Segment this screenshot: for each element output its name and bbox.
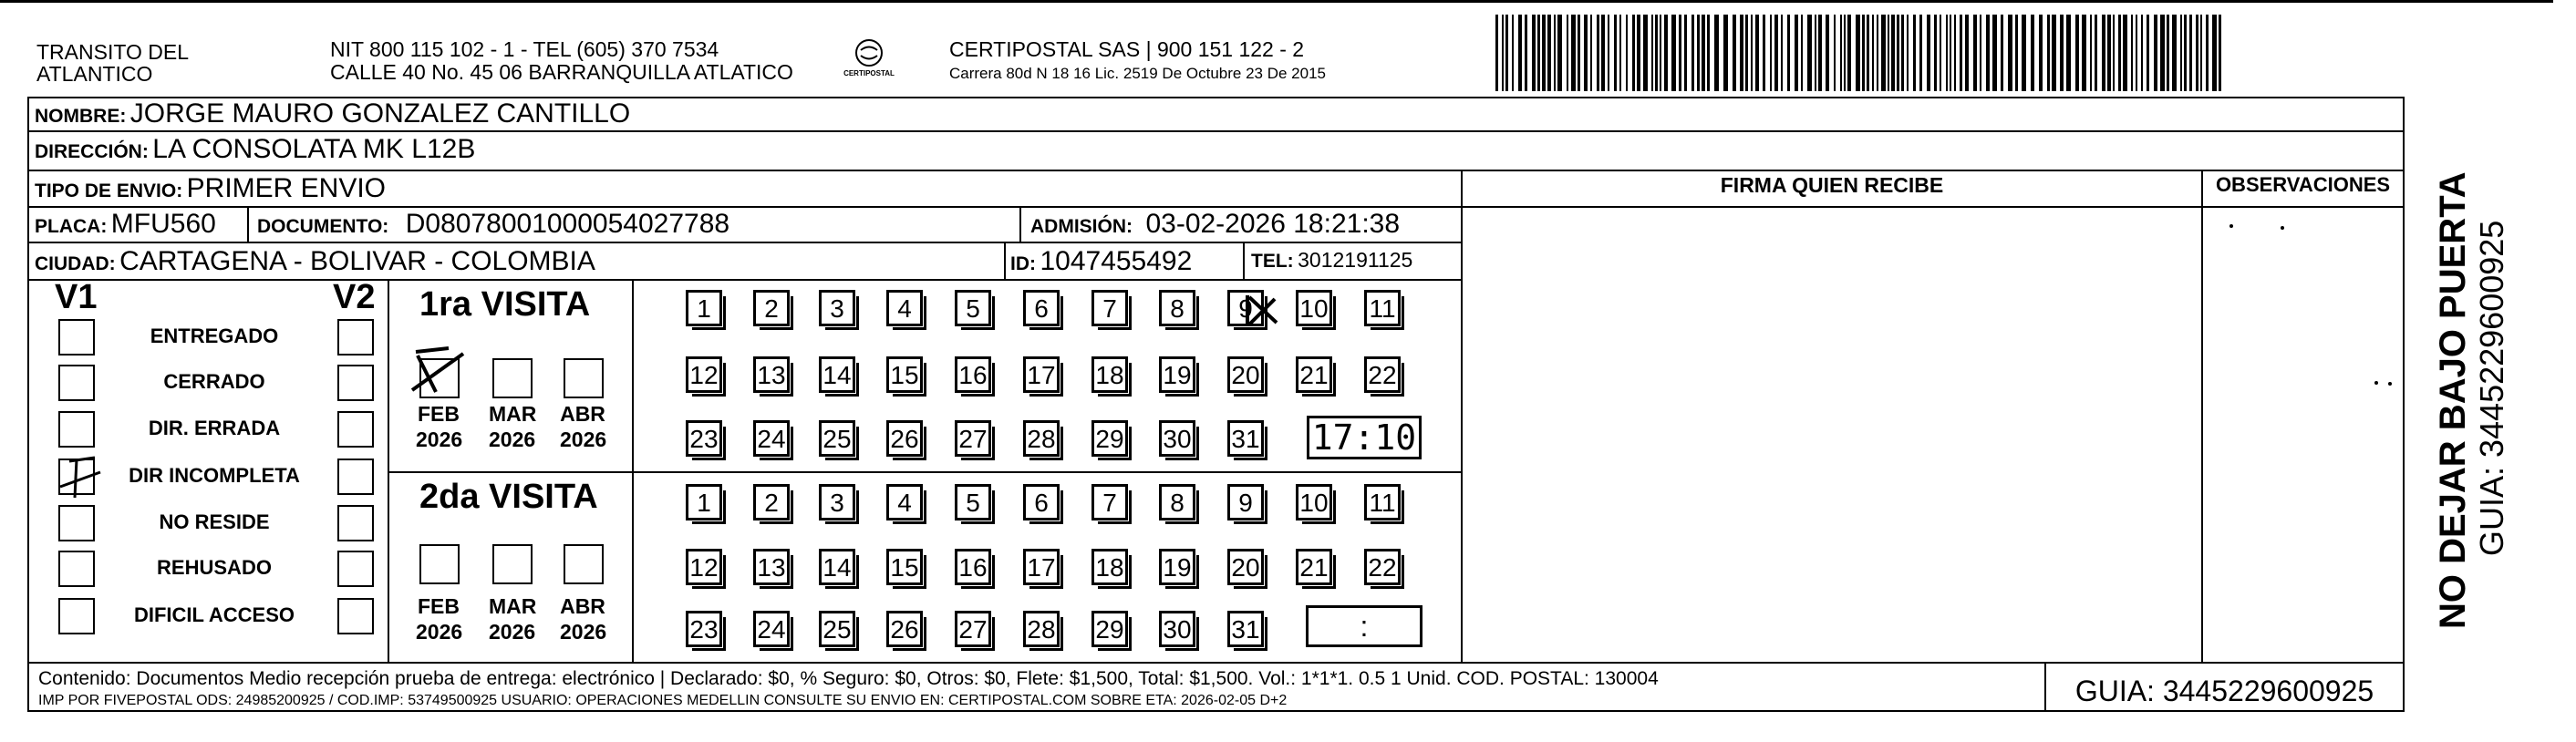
barcode-bar — [2082, 15, 2086, 91]
day-box[interactable]: 24 — [753, 611, 790, 647]
company-line-1: TRANSITO DEL — [36, 40, 189, 64]
tel-field — [1251, 248, 1412, 273]
day-box[interactable]: 6 — [1023, 484, 1060, 520]
day-box[interactable]: 13 — [753, 549, 790, 585]
certipostal-logo — [839, 36, 899, 89]
barcode-bar — [2031, 15, 2034, 91]
day-box[interactable]: 11 — [1364, 484, 1401, 520]
day-box[interactable]: 20 — [1227, 356, 1264, 393]
barcode-bar — [1891, 15, 1895, 91]
barcode-bar — [2219, 15, 2221, 91]
day-box[interactable]: 15 — [886, 356, 923, 393]
barcode-bar — [1532, 15, 1536, 91]
day-box[interactable]: 2 — [753, 484, 790, 520]
observaciones-area[interactable] — [2203, 208, 2403, 662]
day-box[interactable]: 3 — [819, 484, 855, 520]
barcode-bar — [1643, 15, 1648, 91]
barcode-bar — [1807, 15, 1812, 91]
top-edge-line — [0, 0, 2553, 3]
col-id-left — [1004, 242, 1006, 280]
barcode-bar — [1578, 15, 1580, 91]
barcode — [1495, 15, 2225, 91]
month-year: 2026 — [560, 428, 607, 451]
barcode-bar — [1664, 15, 1668, 91]
v2-checkbox[interactable] — [337, 411, 374, 448]
barcode-bar — [1684, 15, 1687, 91]
col-admision-left — [1019, 206, 1021, 243]
barcode-bar — [2212, 15, 2217, 91]
barcode-bar — [1571, 15, 1576, 91]
v2-checkbox[interactable] — [337, 365, 374, 401]
tipo-envio-value: PRIMER ENVIO — [186, 173, 387, 203]
frame-right — [2403, 97, 2405, 711]
day-box[interactable]: 26 — [886, 611, 923, 647]
day-box[interactable]: 17 — [1023, 549, 1060, 585]
barcode-bar — [2090, 15, 2092, 91]
side-no-dejar: NO DEJAR BAJO PUERTA — [2433, 171, 2473, 629]
id-field — [1010, 246, 1192, 277]
day-box[interactable]: 24 — [753, 420, 790, 457]
barcode-bar — [2015, 15, 2018, 91]
status-label: ENTREGADO — [150, 325, 279, 347]
status-label: CERRADO — [163, 370, 265, 393]
direccion-label: DIRECCIÓN: — [35, 141, 149, 162]
barcode-bar — [1888, 15, 1889, 91]
barcode-bar — [1973, 15, 1977, 91]
barcode-bar — [1877, 15, 1878, 91]
barcode-bar — [1844, 15, 1846, 91]
id-label: ID: — [1010, 253, 1036, 274]
status-label: DIR INCOMPLETA — [129, 464, 300, 487]
month-name: MAR — [489, 402, 537, 426]
barcode-bar — [2200, 15, 2202, 91]
v1-checkbox[interactable] — [58, 411, 95, 448]
tel-label: TEL: — [1251, 251, 1294, 272]
barcode-bar — [1525, 15, 1527, 91]
barcode-bar — [2180, 15, 2182, 91]
barcode-bar — [2047, 15, 2050, 91]
row-line-4 — [27, 242, 1463, 243]
frame-bottom — [27, 710, 2405, 712]
barcode-bar — [2206, 15, 2209, 91]
barcode-bar — [2118, 15, 2121, 91]
visit1-title: 1ra VISITA — [419, 285, 591, 324]
barcode-bar — [1774, 15, 1778, 91]
barcode-bar — [1495, 15, 1498, 91]
ciudad-value: CARTAGENA - BOLIVAR - COLOMBIA — [119, 246, 595, 276]
barcode-bar — [1512, 15, 1514, 91]
month-name: FEB — [418, 402, 460, 426]
barcode-bar — [2131, 15, 2133, 91]
address-line: CALLE 40 No. 45 06 BARRANQUILLA ATLATICO — [330, 60, 793, 84]
day-box[interactable]: 26 — [886, 420, 923, 457]
barcode-bar — [1542, 15, 1546, 91]
barcode-bar — [1954, 15, 1956, 91]
barcode-bar — [2154, 15, 2157, 91]
day-box[interactable]: 15 — [886, 549, 923, 585]
observaciones-label: OBSERVACIONES — [2215, 173, 2391, 196]
day-box[interactable]: 16 — [955, 356, 991, 393]
firma-label: FIRMA QUIEN RECIBE — [1720, 173, 1944, 197]
v2-checkbox[interactable] — [337, 598, 374, 634]
barcode-bar — [1901, 15, 1904, 91]
barcode-bar — [1946, 15, 1948, 91]
documento-value: D08078001000054027788 — [405, 209, 730, 239]
barcode-bar — [1927, 15, 1930, 91]
barcode-bar — [1671, 15, 1676, 91]
day-box[interactable]: 31 — [1227, 611, 1264, 647]
month-year: 2026 — [489, 620, 536, 644]
day-box[interactable]: 25 — [819, 420, 855, 457]
direccion-row — [35, 134, 475, 165]
barcode-bar — [2141, 15, 2143, 91]
day-box[interactable]: 27 — [955, 420, 991, 457]
day-box[interactable]: 28 — [1023, 420, 1060, 457]
day-box[interactable]: 4 — [886, 484, 923, 520]
tipo-envio-row — [35, 173, 386, 204]
month-year: 2026 — [416, 620, 463, 644]
direccion-value: LA CONSOLATA MK L12B — [152, 134, 476, 164]
nombre-value: JORGE MAURO GONZALEZ CANTILLO — [129, 98, 631, 129]
row-line-1 — [27, 130, 2405, 132]
barcode-bar — [1707, 15, 1710, 91]
barcode-bar — [1537, 15, 1540, 91]
barcode-bar — [2052, 15, 2056, 91]
barcode-bar — [1992, 15, 1997, 91]
month-name: MAR — [489, 594, 537, 618]
barcode-bar — [1872, 15, 1874, 91]
month-checkbox[interactable] — [419, 544, 460, 584]
barcode-bar — [1913, 15, 1916, 91]
barcode-bar — [1934, 15, 1937, 91]
barcode-bar — [2123, 15, 2127, 91]
v2-checkbox[interactable] — [337, 505, 374, 541]
day-box[interactable]: 23 — [686, 611, 722, 647]
month-checkbox[interactable] — [564, 358, 604, 398]
barcode-bar — [1554, 15, 1556, 91]
row-line-5 — [27, 279, 1463, 281]
documento-field — [257, 209, 729, 240]
frame-left — [27, 97, 29, 711]
col-placa-right — [247, 206, 249, 243]
barcode-bar — [2008, 15, 2012, 91]
day-box[interactable]: 27 — [955, 611, 991, 647]
barcode-bar — [1637, 15, 1640, 91]
day-box[interactable]: 10 — [1296, 484, 1332, 520]
license-line: Carrera 80d N 18 16 Lic. 2519 De Octubre 23 De 2015 — [949, 65, 1326, 82]
status-label: DIFICIL ACCESO — [133, 603, 295, 626]
barcode-bar — [2172, 15, 2177, 91]
ciudad-field — [35, 246, 595, 277]
v1-label: V1 — [55, 278, 98, 316]
day-box[interactable]: 29 — [1091, 420, 1128, 457]
day-box[interactable]: 22 — [1364, 549, 1401, 585]
barcode-bar — [2039, 15, 2043, 91]
day-box[interactable]: 12 — [686, 549, 722, 585]
day-box[interactable]: 14 — [819, 549, 855, 585]
day-box[interactable]: 18 — [1091, 549, 1128, 585]
day-box[interactable]: 1 — [686, 484, 722, 520]
footer-guia: GUIA: 3445229600925 — [2074, 675, 2374, 707]
barcode-bar — [1714, 15, 1719, 91]
barcode-bar — [1601, 15, 1605, 91]
status-label: REHUSADO — [157, 556, 272, 579]
day-box[interactable]: 19 — [1159, 549, 1195, 585]
barcode-bar — [2196, 15, 2198, 91]
nombre-label: NOMBRE: — [35, 106, 127, 127]
visit2-time-box[interactable] — [1306, 605, 1422, 647]
day-box[interactable]: 23 — [686, 420, 722, 457]
footer-imp: IMP POR FIVEPOSTAL ODS: 24985200925 / COD.IMP: 53749500925 USUARIO: OPERACIONES MEDELLIN CONSULTE SU ENVIO EN: CERTIPOSTAL.COM SOBRE ETA: 2026-02-05 D+2 — [38, 693, 1288, 708]
barcode-bar — [1733, 15, 1736, 91]
barcode-bar — [2001, 15, 2003, 91]
day-box[interactable]: 7 — [1091, 484, 1128, 520]
barcode-bar — [1840, 15, 1842, 91]
company-line-2: ATLANTICO — [36, 62, 153, 86]
placa-label: PLACA: — [35, 216, 108, 237]
barcode-bar — [2113, 15, 2115, 91]
barcode-bar — [1755, 15, 1759, 91]
day-box[interactable]: 9 — [1227, 290, 1264, 326]
barcode-bar — [2189, 15, 2192, 91]
barcode-bar — [1608, 15, 1609, 91]
barcode-bar — [1723, 15, 1728, 91]
status-label: DIR. ERRADA — [148, 417, 281, 439]
day-box[interactable]: 28 — [1023, 611, 1060, 647]
barcode-bar — [1745, 15, 1748, 91]
barcode-bar — [1597, 15, 1599, 91]
day-box[interactable]: 18 — [1091, 356, 1128, 393]
barcode-bar — [1505, 15, 1508, 91]
barcode-bar — [1691, 15, 1694, 91]
day-box[interactable]: 21 — [1296, 549, 1332, 585]
barcode-bar — [1960, 15, 1962, 91]
barcode-bar — [1557, 15, 1562, 91]
nombre-row — [35, 98, 630, 129]
barcode-bar — [1702, 15, 1705, 91]
visit1-time: 17:10 — [1311, 417, 1417, 458]
nit-line: NIT 800 115 102 - 1 - TEL (605) 370 7534 — [330, 37, 719, 61]
visit1-day9-mark — [1240, 290, 1286, 332]
admision-value: 03-02-2026 18:21:38 — [1145, 209, 1401, 239]
month-name: ABR — [560, 402, 605, 426]
day-box[interactable]: 19 — [1159, 356, 1195, 393]
day-box[interactable]: 22 — [1364, 356, 1401, 393]
day-box[interactable]: 30 — [1159, 611, 1195, 647]
barcode-bar — [1787, 15, 1790, 91]
v1-checkbox[interactable] — [58, 551, 95, 587]
firma-area[interactable] — [1463, 208, 2201, 662]
day-box[interactable]: 7 — [1091, 290, 1128, 326]
placa-value: MFU560 — [110, 209, 216, 239]
day-box[interactable]: 5 — [955, 290, 991, 326]
day-box[interactable]: 2 — [753, 290, 790, 326]
month-checkbox[interactable] — [492, 544, 533, 584]
barcode-bar — [1697, 15, 1700, 91]
admision-label: ADMISIÓN: — [1030, 216, 1133, 237]
id-value: 1047455492 — [1040, 246, 1193, 276]
day-box[interactable]: 1 — [686, 290, 722, 326]
barcode-bar — [1590, 15, 1592, 91]
barcode-bar — [2060, 15, 2064, 91]
barcode-bar — [1740, 15, 1743, 91]
col-tel-left — [1243, 242, 1245, 280]
day-box[interactable]: 20 — [1227, 549, 1264, 585]
barcode-bar — [1980, 15, 1981, 91]
barcode-bar — [1795, 15, 1798, 91]
visit2-time: : — [1360, 610, 1369, 643]
certipostal-line: CERTIPOSTAL SAS | 900 151 122 - 2 — [949, 37, 1305, 61]
month-name: ABR — [560, 594, 605, 618]
footer-contenido: Contenido: Documentos Medio recepción prueba de entrega: electrónico | Declarado: $0, % Seguro: $0, Otros: $0, Flete: $1,500, Total: $1,500. Vol.: 1*1*1. 0.5 1 Unid. COD. POSTAL: 130004 — [38, 668, 1659, 689]
barcode-bar — [1897, 15, 1899, 91]
v2-checkbox[interactable] — [337, 551, 374, 587]
day-box[interactable]: 3 — [819, 290, 855, 326]
barcode-bar — [1751, 15, 1753, 91]
day-box[interactable]: 21 — [1296, 356, 1332, 393]
day-box[interactable]: 8 — [1159, 484, 1195, 520]
v1-checkbox[interactable] — [58, 365, 95, 401]
day-box[interactable]: 4 — [886, 290, 923, 326]
barcode-bar — [1834, 15, 1836, 91]
visit-divider — [388, 471, 1462, 473]
day-box[interactable]: 9 — [1227, 484, 1264, 520]
v1-checkbox[interactable] — [58, 319, 95, 356]
month-checkbox[interactable] — [492, 358, 533, 398]
day-box[interactable]: 16 — [955, 549, 991, 585]
dir-incompleta-mark — [55, 454, 106, 505]
barcode-bar — [1881, 15, 1886, 91]
month-year: 2026 — [560, 620, 607, 644]
v1-checkbox[interactable] — [58, 505, 95, 541]
logo-text: CERTIPOSTAL — [843, 69, 895, 77]
day-box[interactable]: 31 — [1227, 420, 1264, 457]
v2-checkbox[interactable] — [337, 459, 374, 495]
barcode-bar — [1567, 15, 1568, 91]
barcode-bar — [1907, 15, 1909, 91]
barcode-bar — [2107, 15, 2111, 91]
barcode-bar — [1856, 15, 1860, 91]
barcode-bar — [1770, 15, 1772, 91]
barcode-bar — [2167, 15, 2169, 91]
v2-label: V2 — [333, 278, 376, 316]
side-guia: GUIA: 3445229600925 — [2473, 220, 2510, 556]
day-box[interactable]: 17 — [1023, 356, 1060, 393]
barcode-bar — [2184, 15, 2187, 91]
barcode-bar — [2102, 15, 2105, 91]
day-box[interactable]: 10 — [1296, 290, 1332, 326]
barcode-bar — [1547, 15, 1551, 91]
tipo-envio-label: TIPO DE ENVIO: — [35, 180, 183, 201]
barcode-bar — [1826, 15, 1829, 91]
v1-checkbox[interactable] — [58, 598, 95, 634]
barcode-bar — [2075, 15, 2079, 91]
barcode-bar — [1626, 15, 1628, 91]
admision-field — [1030, 209, 1400, 240]
barcode-bar — [1815, 15, 1816, 91]
barcode-bar — [1781, 15, 1783, 91]
status-label: NO RESIDE — [159, 510, 270, 533]
barcode-bar — [1679, 15, 1681, 91]
barcode-bar — [2160, 15, 2165, 91]
row-line-2 — [27, 170, 2405, 171]
barcode-bar — [1950, 15, 1951, 91]
barcode-bar — [1619, 15, 1621, 91]
barcode-bar — [2147, 15, 2149, 91]
barcode-bar — [1660, 15, 1661, 91]
barcode-bar — [1867, 15, 1869, 91]
day-box[interactable]: 25 — [819, 611, 855, 647]
barcode-bar — [2136, 15, 2137, 91]
barcode-bar — [2095, 15, 2097, 91]
day-box[interactable]: 8 — [1159, 290, 1195, 326]
month-name: FEB — [418, 594, 460, 618]
day-box[interactable]: 30 — [1159, 420, 1195, 457]
barcode-bar — [1614, 15, 1617, 91]
row-line-6 — [27, 662, 2405, 664]
barcode-bar — [1986, 15, 1990, 91]
month-year: 2026 — [489, 428, 536, 451]
barcode-bar — [1763, 15, 1765, 91]
barcode-bar — [1584, 15, 1588, 91]
day-box[interactable]: 29 — [1091, 611, 1128, 647]
barcode-bar — [1632, 15, 1635, 91]
visit2-title: 2da VISITA — [419, 478, 598, 516]
barcode-bar — [2022, 15, 2026, 91]
barcode-bar — [1818, 15, 1822, 91]
barcode-bar — [2066, 15, 2071, 91]
day-box[interactable]: 14 — [819, 356, 855, 393]
barcode-bar — [1502, 15, 1504, 91]
day-box[interactable]: 13 — [753, 356, 790, 393]
v2-checkbox[interactable] — [337, 319, 374, 356]
day-box[interactable]: 6 — [1023, 290, 1060, 326]
barcode-bar — [1919, 15, 1922, 91]
month-checkbox[interactable] — [564, 544, 604, 584]
day-box[interactable]: 12 — [686, 356, 722, 393]
barcode-bar — [1655, 15, 1658, 91]
documento-label: DOCUMENTO: — [257, 216, 389, 237]
barcode-bar — [1847, 15, 1851, 91]
barcode-bar — [1862, 15, 1865, 91]
placa-field — [35, 209, 216, 240]
day-box[interactable]: 5 — [955, 484, 991, 520]
barcode-bar — [1801, 15, 1803, 91]
tel-value: 3012191125 — [1298, 248, 1413, 272]
ciudad-label: CIUDAD: — [35, 253, 116, 274]
barcode-bar — [1940, 15, 1941, 91]
day-box[interactable]: 11 — [1364, 290, 1401, 326]
barcode-bar — [1651, 15, 1653, 91]
visit1-feb-mark — [409, 345, 472, 399]
barcode-bar — [1518, 15, 1522, 91]
visit1-time-box[interactable] — [1307, 416, 1422, 459]
barcode-bar — [1965, 15, 1969, 91]
month-year: 2026 — [416, 428, 463, 451]
